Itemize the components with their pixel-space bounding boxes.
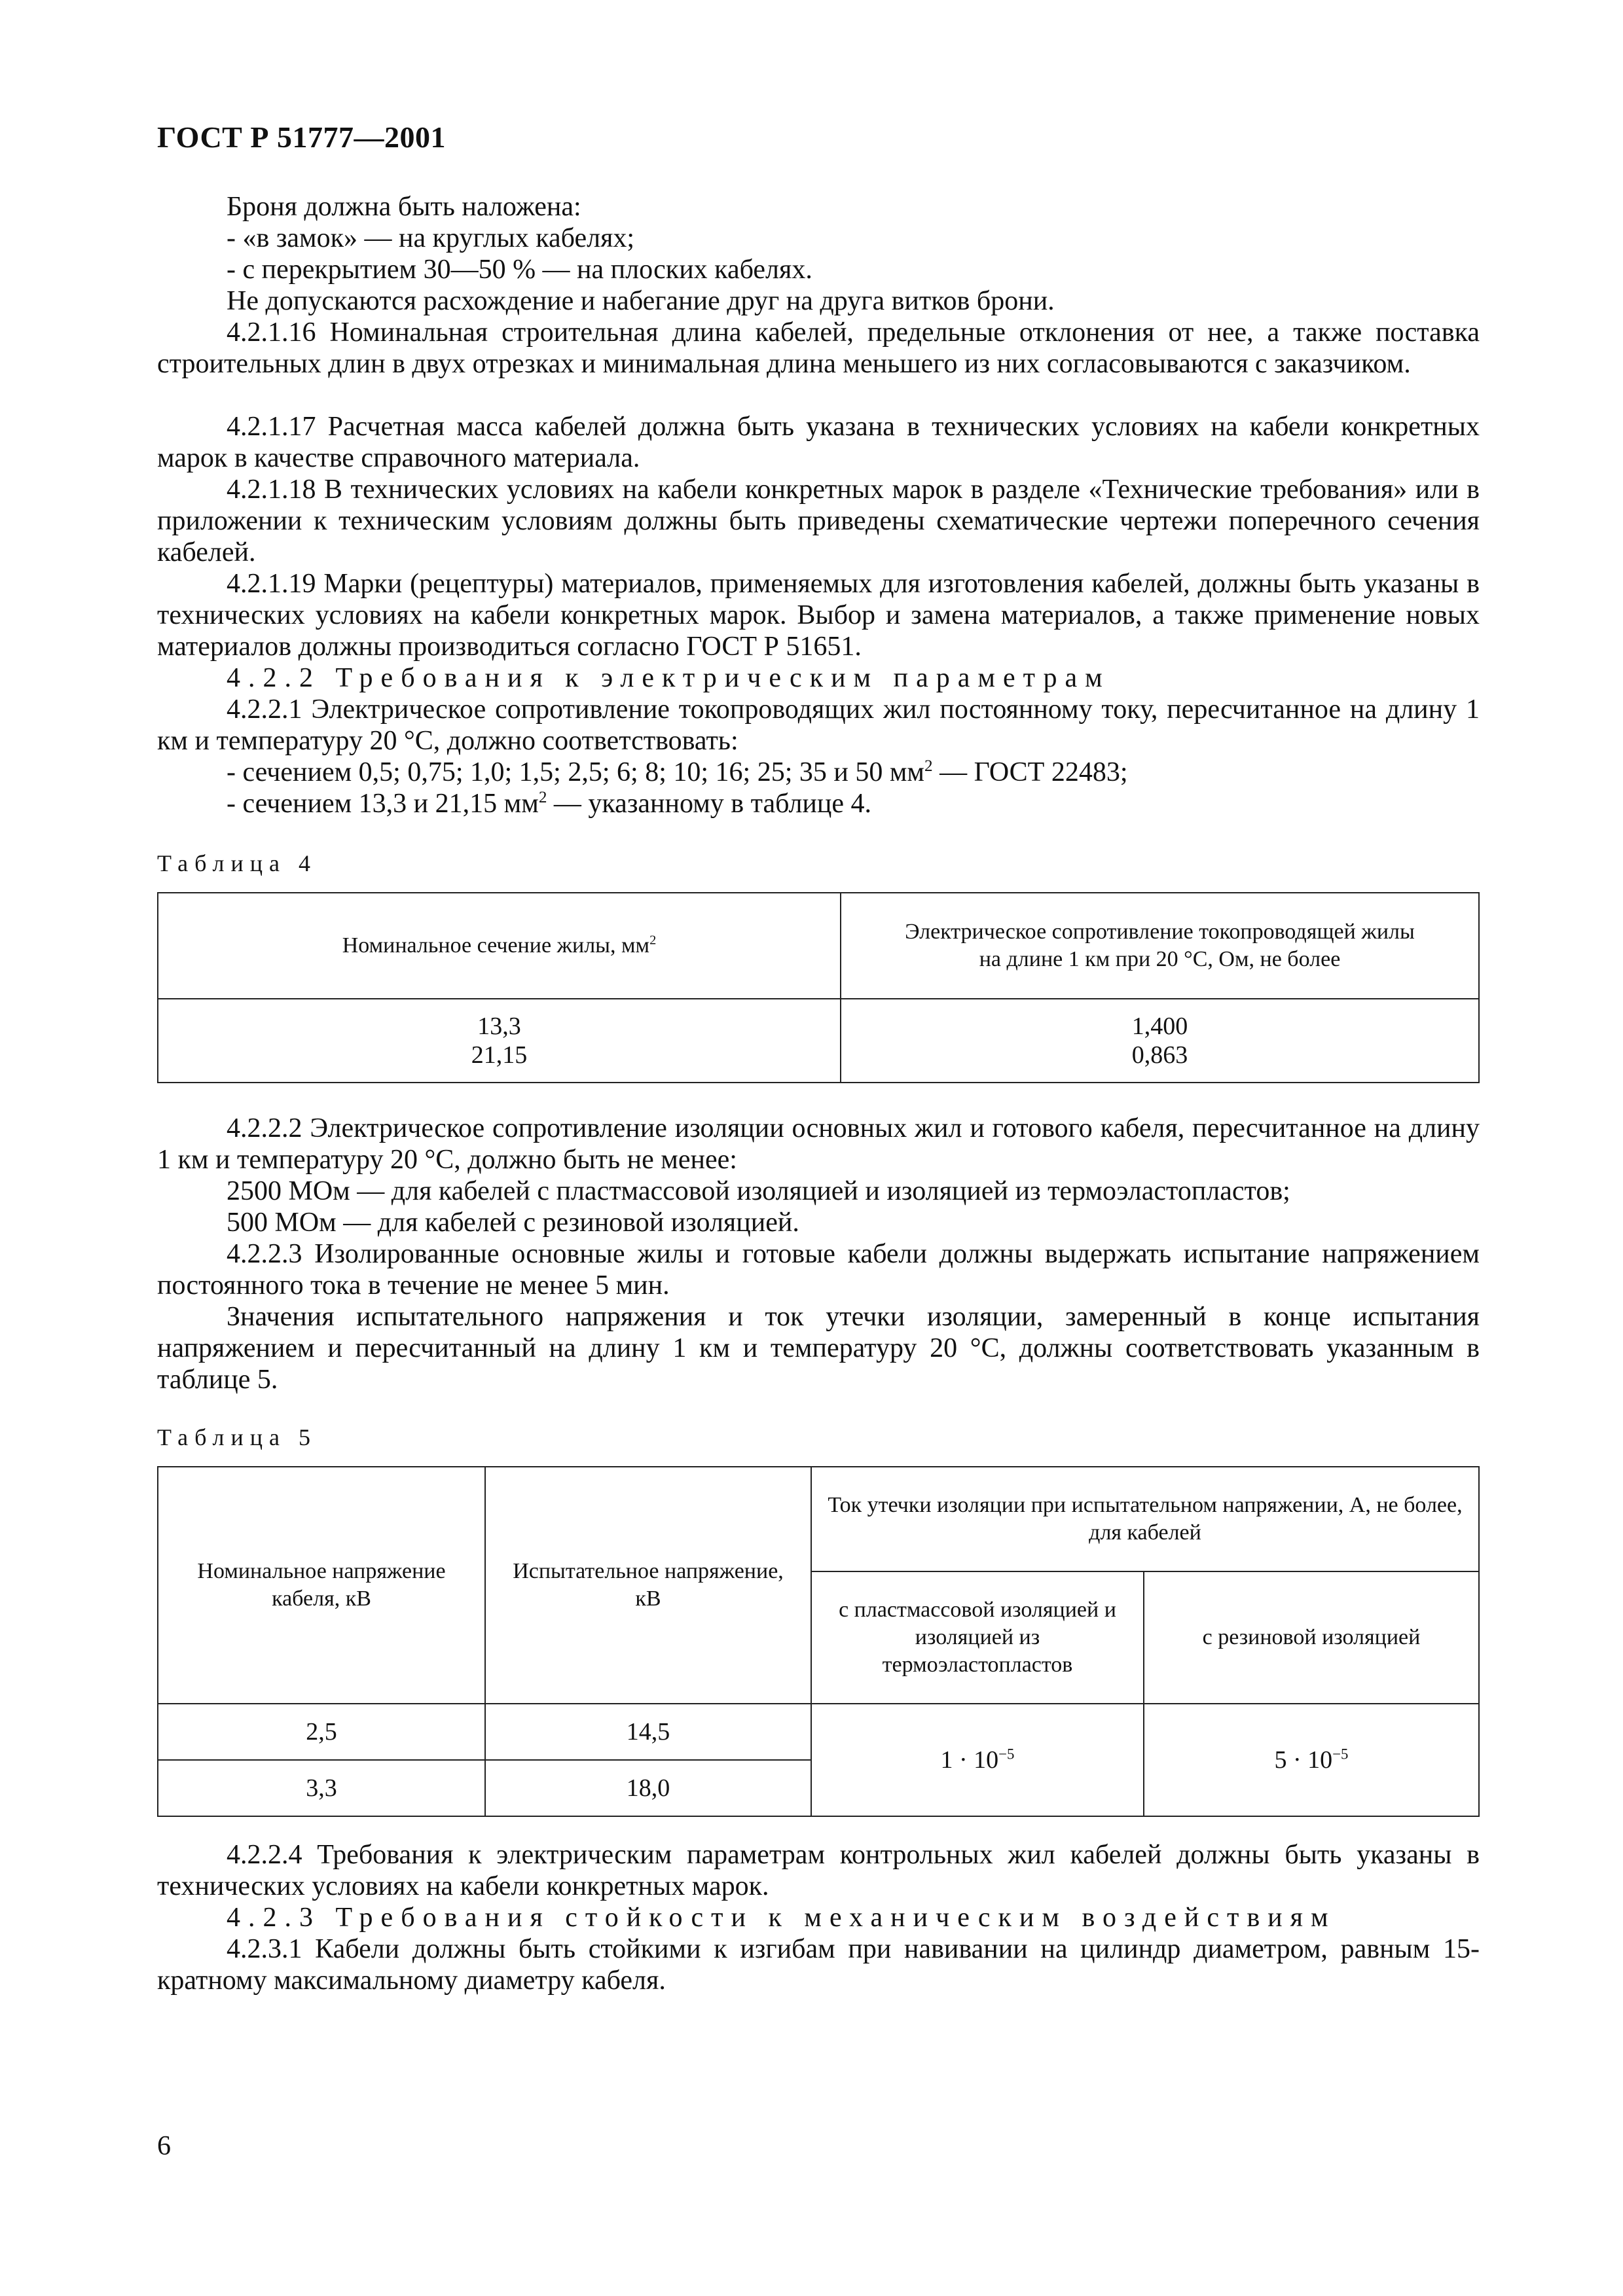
table5-header-leakage: Ток утечки изоляции при испытательном напряжении, А, не более, для кабелей <box>811 1467 1479 1571</box>
table-4 <box>157 892 1480 1083</box>
table5-header-nominal: Номинальное напряжение кабеля, кВ <box>158 1467 485 1704</box>
page-number: 6 <box>157 2131 171 2161</box>
table4-caption: Таблица 4 <box>157 850 317 876</box>
armor-item-2: - с перекрытием 30—50 % — на плоских кабелях. <box>227 255 812 285</box>
paragraph-4-2-1-18: 4.2.1.18 В технических условиях на кабели конкретных марок в разделе «Технические требования» или в приложении к техническим условиям должны быть приведены схематические чертежи поперечного сечения кабелей. <box>157 475 1480 567</box>
paragraph-4-2-2-1: 4.2.2.1 Электрическое сопротивление токопроводящих жил постоянному току, пересчитанное на длину 1 км и температуру 20 °С, должно соответствовать: <box>157 694 1480 756</box>
table5-test-cell: 18,0 <box>485 1760 811 1816</box>
table5-header-plastic: с пластмассовой изоляцией и изоляцией из термоэластопластов <box>811 1571 1144 1704</box>
paragraph-4-2-1-16: 4.2.1.16 Номинальная строительная длина кабелей, предельные отклонения от нее, а также поставка строительных длин в двух отрезках и минимальная длина меньшего из них согласовываются с заказчиком. <box>157 317 1480 379</box>
armor-note: Не допускаются расхождение и набегание друг на друга витков брони. <box>227 286 1055 316</box>
table5-caption: Таблица 5 <box>157 1424 317 1450</box>
paragraph-4-2-2-3: 4.2.2.3 Изолированные основные жилы и готовые кабели должны выдержать испытание напряжением постоянного тока в течение не менее 5 мин. <box>157 1239 1480 1300</box>
paragraph-4-2-1-19: 4.2.1.19 Марки (рецептуры) материалов, применяемых для изготовления кабелей, должны быть указаны в технических условиях на кабели конкретных марок. Выбор и замена материалов, а также применение новых материалов должны производиться согласно ГОСТ Р 51651. <box>157 569 1480 662</box>
table4-header-section: Номинальное сечение жилы, $мм^2$ <box>158 893 841 999</box>
table-row <box>158 1704 1479 1760</box>
table5-test-cell: 14,5 <box>485 1704 811 1760</box>
table4-resistances-cell: 1,400 0,863 <box>841 999 1479 1083</box>
armor-intro: Броня должна быть наложена: <box>227 192 581 222</box>
paragraph-4-2-2-4: 4.2.2.4 Требования к электрическим параметрам контрольных жил кабелей должны быть указаны в технических условиях на кабели конкретных марок. <box>157 1840 1480 1901</box>
table4-sections-cell: 13,3 21,15 <box>158 999 841 1083</box>
heading-4-2-3: 4.2.3 Требования стойкости к механическим воздействиям <box>227 1903 1336 1933</box>
table4-header-resistance: Электрическое сопротивление токопроводящей жилы на длине 1 км при 20 °С, Ом, не более <box>841 893 1479 999</box>
table4-data-row <box>158 999 1479 1083</box>
table5-leakage-rubber: $5 \cdot 10^{-5}$ <box>1144 1704 1479 1816</box>
paragraph-4-2-2-2: 4.2.2.2 Электрическое сопротивление изоляции основных жил и готового кабеля, пересчитанное на длину 1 км и температуру 20 °С, должно быть не менее: <box>157 1113 1480 1175</box>
paragraph-4-2-1-17: 4.2.1.17 Расчетная масса кабелей должна быть указана в технических условиях на кабели конкретных марок в качестве справочного материала. <box>157 412 1480 473</box>
insulation-resistance-plastic: 2500 МОм — для кабелей с пластмассовой изоляцией и изоляцией из термоэластопластов; <box>227 1176 1290 1206</box>
table5-header-rubber: с резиновой изоляцией <box>1144 1571 1479 1704</box>
table-5 <box>157 1466 1480 1817</box>
paragraph-4-2-3-1: 4.2.3.1 Кабели должны быть стойкими к изгибам при навивании на цилиндр диаметром, равным 15-кратному максимальному диаметру кабеля. <box>157 1934 1480 1996</box>
heading-4-2-2: 4.2.2 Требования к электрическим параметрам <box>227 663 1110 693</box>
insulation-resistance-rubber: 500 МОм — для кабелей с резиновой изоляцией. <box>227 1208 799 1238</box>
table5-nominal-cell: 3,3 <box>158 1760 485 1816</box>
table5-nominal-cell: 2,5 <box>158 1704 485 1760</box>
list-item-sections-gost: - сечением 0,5; 0,75; 1,0; 1,5; 2,5; 6; 8; 10; 16; 25; 35 и 50 $мм^2$ — ГОСТ 22483; <box>227 757 1128 787</box>
table5-leakage-plastic: $1 \cdot 10^{-5}$ <box>811 1704 1144 1816</box>
table5-header-test: Испытательное напряжение, кВ <box>485 1467 811 1704</box>
paragraph-4-2-2-3-values: Значения испытательного напряжения и ток утечки изоляции, замеренный в конце испытания напряжением и пересчитанный на длину 1 км и температуру 20 °С, должны соответствовать указанным в таблице 5. <box>157 1302 1480 1395</box>
list-item-sections-table4: - сечением 13,3 и 21,15 $мм^2$ — указанному в таблице 4. <box>227 789 871 819</box>
armor-item-1: - «в замок» — на круглых кабелях; <box>227 223 635 253</box>
document-header: ГОСТ Р 51777—2001 <box>157 120 446 154</box>
